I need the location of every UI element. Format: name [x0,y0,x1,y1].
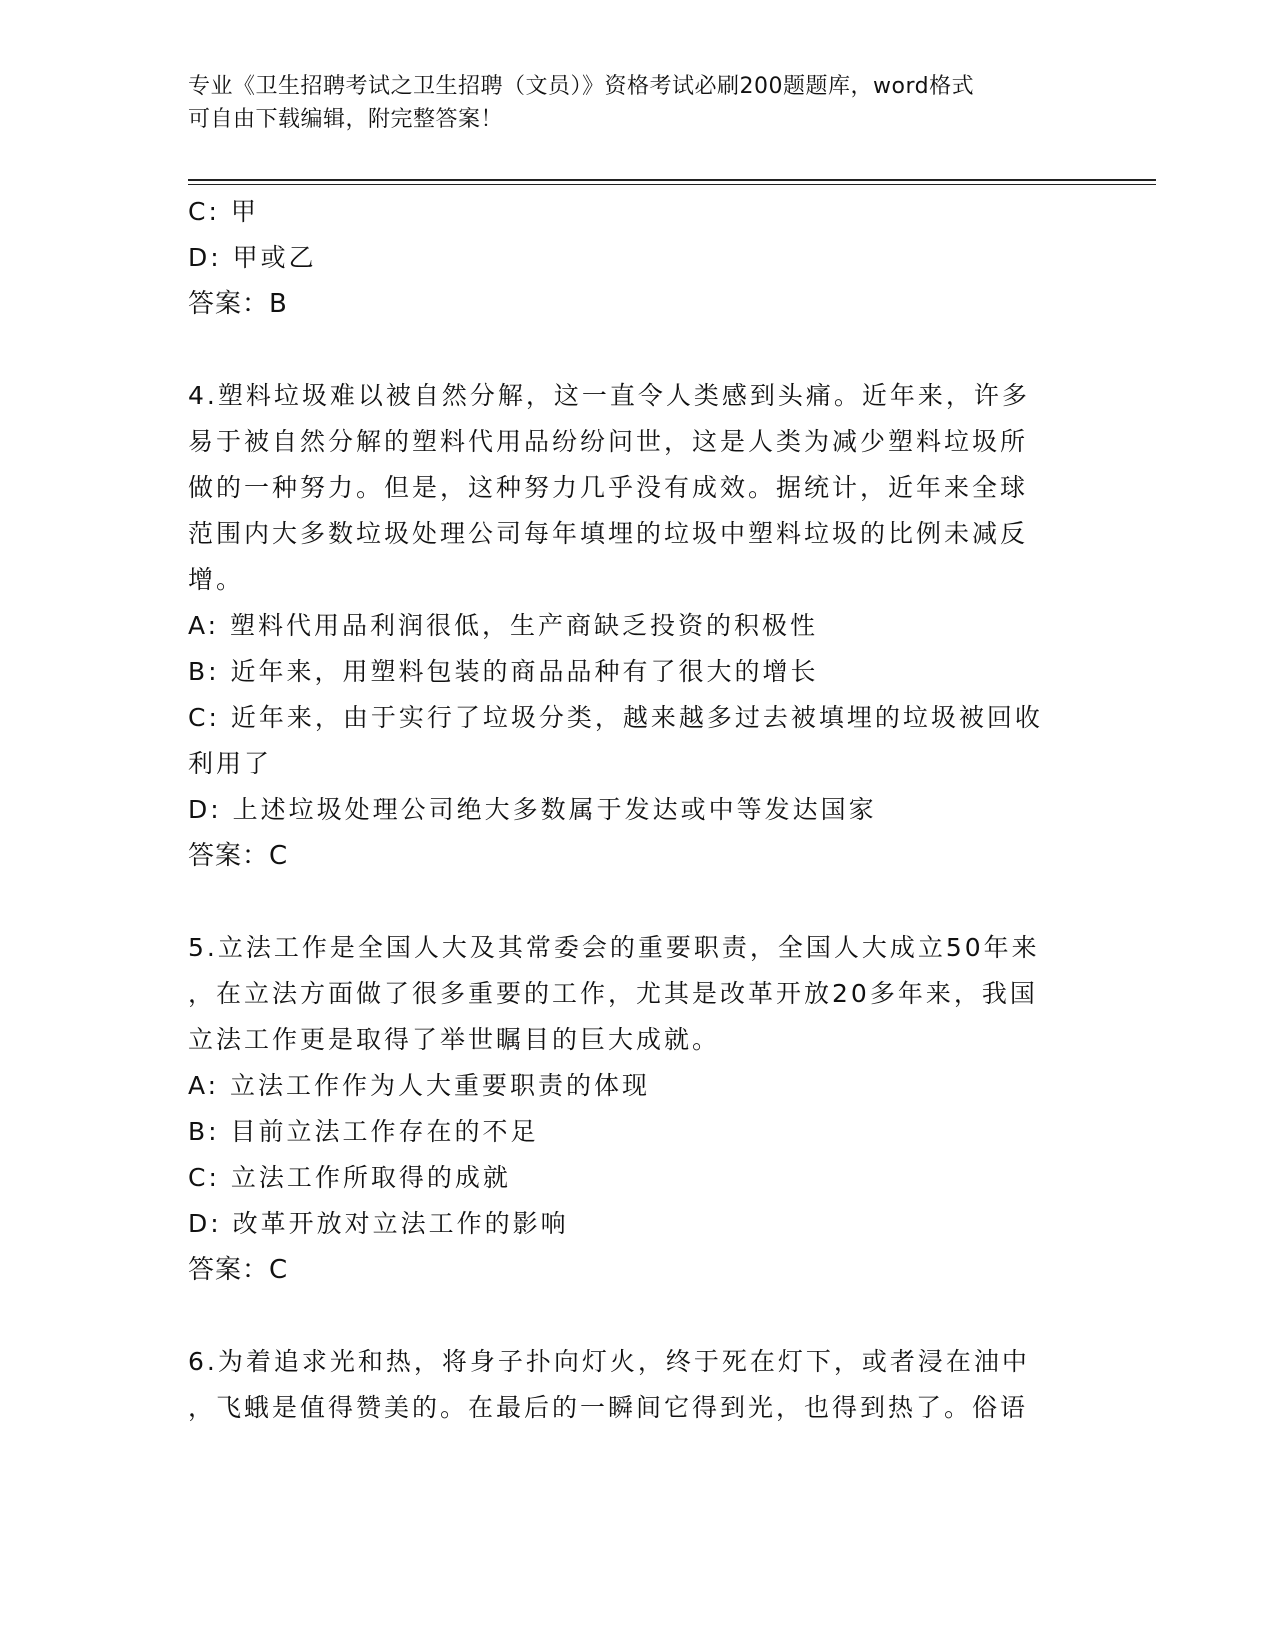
question-text-line: 增。 [188,565,245,594]
spacer [188,1293,1088,1339]
answer: 答案：B [188,289,288,319]
question-text-line: 易于被自然分解的塑料代用品纷纷问世，这是人类为减少塑料垃圾所 [188,427,1029,456]
option-b: B: 近年来，用塑料包装的商品品种有了很大的增长 [188,657,819,686]
answer: 答案：C [188,841,289,871]
question-text-line: 6.为着追求光和热，将身子扑向灯火，终于死在灯下，或者浸在油中 [188,1347,1030,1376]
header-line-1: 专业《卫生招聘考试之卫生招聘（文员）》资格考试必刷200题题库，word格式 [188,74,975,99]
spacer [188,327,1088,373]
question-3-tail [188,189,1088,327]
option-c: C: 近年来，由于实行了垃圾分类，越来越多过去被填埋的垃圾被回收 [188,703,1043,732]
question-text-line: ，飞蛾是值得赞美的。在最后的一瞬间它得到光，也得到热了。俗语 [188,1393,1029,1422]
option-c: C: 甲 [188,197,259,226]
option-d: D: 上述垃圾处理公司绝大多数属于发达或中等发达国家 [188,795,877,824]
question-text-line: 立法工作更是取得了举世瞩目的巨大成就。 [188,1025,721,1054]
option-d: D: 甲或乙 [188,243,317,272]
question-4 [188,373,1088,879]
header-rule-thin [188,184,1156,185]
option-b: B: 目前立法工作存在的不足 [188,1117,539,1146]
question-text-line: 范围内大多数垃圾处理公司每年填埋的垃圾中塑料垃圾的比例未减反 [188,519,1029,548]
spacer [188,879,1088,925]
question-text-line: 5.立法工作是全国人大及其常委会的重要职责，全国人大成立50年来 [188,933,1040,962]
question-text-line: ，在立法方面做了很多重要的工作，尤其是改革开放20多年来，我国 [188,979,1038,1008]
option-c-continued: 利用了 [188,749,273,778]
document-body [188,189,1088,1431]
question-text-line: 4.塑料垃圾难以被自然分解，这一直令人类感到头痛。近年来，许多 [188,381,1030,410]
question-5 [188,925,1088,1293]
header-line-2: 可自由下载编辑，附完整答案！ [188,107,504,132]
question-text-line: 做的一种努力。但是，这种努力几乎没有成效。据统计，近年来全球 [188,473,1029,502]
header-rule-thick [188,179,1156,181]
answer: 答案：C [188,1255,289,1285]
option-c: C: 立法工作所取得的成就 [188,1163,511,1192]
option-a: A: 塑料代用品利润很低，生产商缺乏投资的积极性 [188,611,819,640]
option-d: D: 改革开放对立法工作的影响 [188,1209,569,1238]
page-header [188,70,1068,136]
option-a: A: 立法工作作为人大重要职责的体现 [188,1071,651,1100]
question-6 [188,1339,1088,1431]
